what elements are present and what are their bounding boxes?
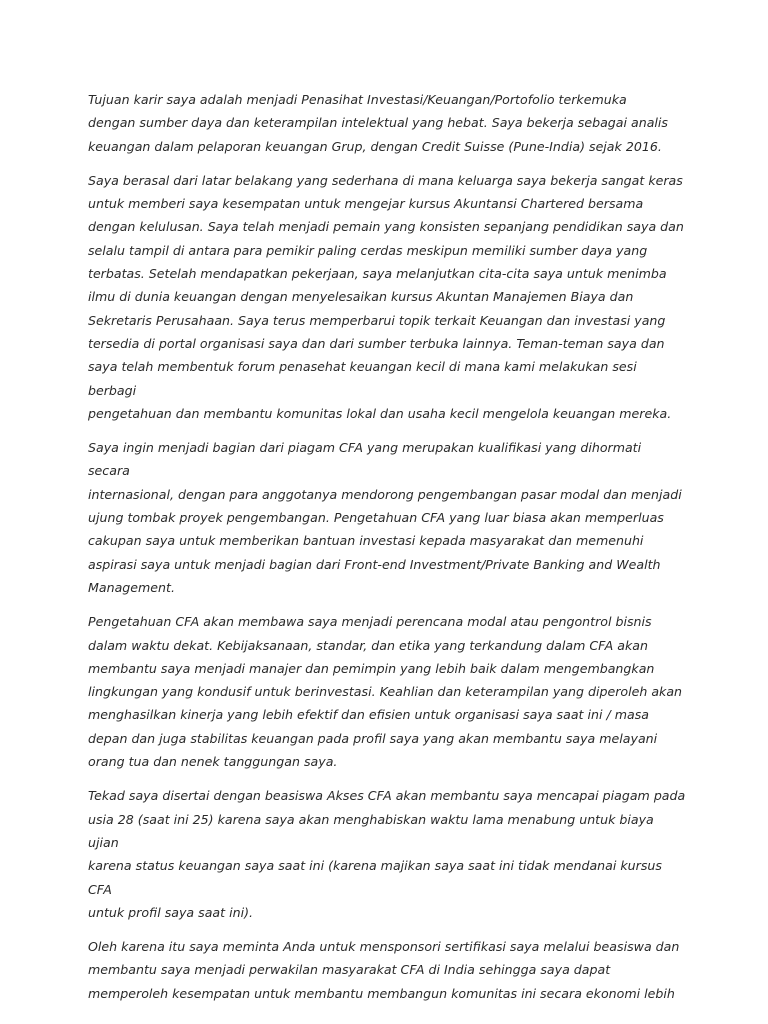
paragraph-career-goal: Tujuan karir saya adalah menjadi Penasihat Investasi/Keuangan/Portofolio terkemuka dengan sumber daya dan keterampilan intelektual yang hebat. Saya bekerja sebagai analis keuangan dalam pelaporan keuangan Grup, dengan Credit Suisse (Pune-India) sejak 2016.: [88, 92, 668, 154]
paragraph-scholarship: Tekad saya disertai dengan beasiswa Akses CFA akan membantu saya mencapai piagam pada usia 28 (saat ini 25) karena saya akan menghabiskan waktu lama menabung untuk biaya ujian karena status keuangan saya saat ini (karena majikan saya saat ini tidak mendanai kursus CFA untuk profil saya saat ini).: [88, 788, 686, 920]
paragraph-background: Saya berasal dari latar belakang yang sederhana di mana keluarga saya bekerja sangat keras untuk memberi saya kesempatan untuk mengejar kursus Akuntansi Chartered bersama dengan kelulusan. Saya telah menjadi pemain yang konsisten sepanjang pendidikan saya dan selalu tampil di antara para pemikir paling cerdas meskipun memiliki sumber daya yang terbatas. Setelah mendapatkan pekerjaan, saya melanjutkan cita-cita saya untuk menimba ilmu di dunia keuangan dengan menyelesaikan kursus Akuntan Manajemen Biaya dan Sekretaris Perusahaan. Saya terus memperbarui topik terkait Keuangan dan investasi yang tersedia di portal organisasi saya dan dari sumber terbuka lainnya. Teman-teman saya dan saya telah membentuk forum penasehat keuangan kecil di mana kami melakukan sesi berbagi pengetahuan dan membantu komunitas lokal dan usaha kecil mengelola keuangan mereka.: [88, 172, 684, 421]
paragraph-cfa-charter: Saya ingin menjadi bagian dari piagam CFA yang merupakan kualifikasi yang dihormati secara internasional, dengan para anggotanya mendorong pengembangan pasar modal dan menjadi ujung tombak proyek pengembangan. Pengetahuan CFA yang luar biasa akan memperluas cakupan saya untuk memberikan bantuan investasi kepada masyarakat dan memenuhi aspirasi saya untuk menjadi bagian dari Front-end Investment/Private Banking and Wealth Management.: [88, 440, 682, 595]
paragraph-request: Oleh karena itu saya meminta Anda untuk mensponsori sertifikasi saya melalui beasiswa dan membantu saya menjadi perwakilan masyarakat CFA di India sehingga saya dapat memperoleh kesempatan untuk membantu membangun komunitas ini secara ekonomi lebih: [88, 939, 680, 1001]
paragraph-cfa-knowledge: Pengetahuan CFA akan membawa saya menjadi perencana modal atau pengontrol bisnis dalam waktu dekat. Kebijaksanaan, standar, dan etika yang terkandung dalam CFA akan membantu saya menjadi manajer dan pemimpin yang lebih baik dalam mengembangkan lingkungan yang kondusif untuk berinvestasi. Keahlian dan keterampilan yang diperoleh akan menghasilkan kinerja yang lebih efektif dan efisien untuk organisasi saya saat ini / masa depan dan juga stabilitas keuangan pada profil saya yang akan membantu saya melayani orang tua dan nenek tanggungan saya.: [88, 614, 683, 770]
